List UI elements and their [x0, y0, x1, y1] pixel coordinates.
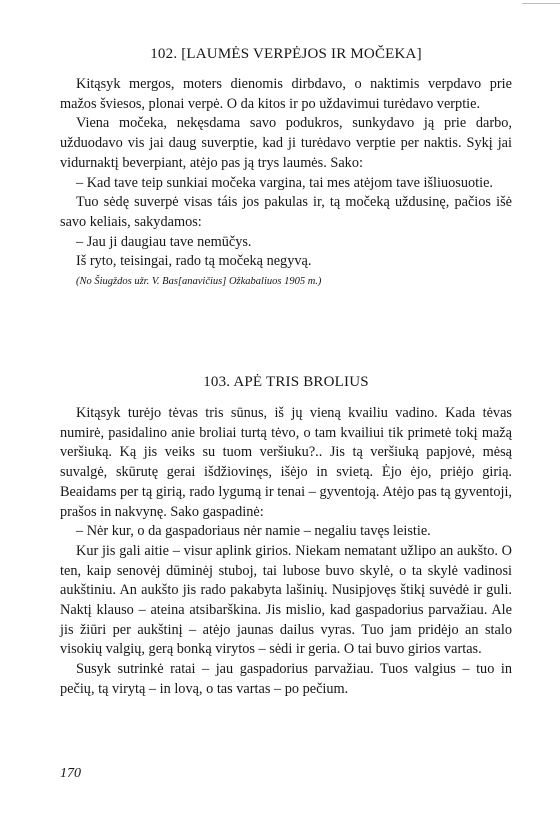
paragraph: Iš ryto, teisingai, rado tą močeką negyvą.	[76, 253, 312, 270]
paragraph: – Jau ji daugiau tave nemūčys.	[76, 233, 252, 250]
scan-corner-mark	[522, 0, 560, 4]
story-body	[60, 404, 512, 700]
paragraph: Kitąsyk mergos, moters dienomis dirbdavo, o naktimis verpdavo prie mažos šviesos, plonai verpė. O da kitos ir po uždavimui turėdavo verptie.	[60, 76, 512, 112]
paragraph: – Nėr kur, o da gaspadoriaus nėr namie – negaliu tavęs leistie.	[76, 523, 431, 540]
story-title: 103. APĖ TRIS BROLIUS	[203, 374, 369, 390]
story-title: 102. [LAUMĖS VERPĖJOS IR MOČEKA]	[150, 46, 422, 62]
source-note: (No Šiugždos užr. V. Bas[anavičius] Ožkabaliuos 1905 m.)	[76, 276, 322, 288]
story-body	[60, 75, 512, 292]
paragraph: Tuo sėdę suverpė visas táis jos pakulas ir, tą močeką uždusinę, pačios išė savo keliais, sakydamos:	[60, 194, 512, 230]
paragraph: Viena močeka, nekęsdama savo podukros, sunkydavo ją prie darbo, užduodavo vis jai daug suverptie, kad ji turėdavo verptie per naktis. Sykį jai vidurnaktį beverpiant, atėjo pas ją trys laumės. Sako:	[60, 115, 512, 171]
page-number: 170	[60, 766, 81, 781]
paragraph: – Kad tave teip sunkiai močeka vargina, tai mes atėjom tave išliuosuotie.	[76, 174, 494, 191]
paragraph: Kur jis gali aitie – visur aplink girios. Niekam nematant užlipo an aukšto. O ten, kaip senovėj dūminėj stuboj, tai lubose buvo skylė, o ta skylė vadinosi aukštiniu. An aukšto jis rado pakabyta lašinių. Nusipjovęs štikį suvėdė ir guli. Naktį klauso – ateina atsibarškina. Jis mislio, kad gaspadorius parvažiau. Ale jis žiūri per aukštinį – atėjo jaunas dailus vyras. Tuo jam pridėjo an stalo visokių valgių, gerą bonką virytos – sėdi ir geria. O tai buvo girios vartas.	[60, 542, 512, 658]
paragraph: Kitąsyk turėjo tėvas tris sūnus, iš jų vieną kvailiu vadino. Kada tėvas numirė, pasidalino anie broliai turtą tėvo, o tam kvailiui tik primetė tokį mažą veršiuką. Ką jis veiks su tuom veršiuku?.. Jis tą veršiuką papjovė, mėsą suvalgė, skūrutę gerai išdžiovinęs, išėjo in svietą. Ėjo ėjo, priėjo girią. Beaidams per tą girią, rado lygumą ir tenai – gyventoją. Atėjo pas tą gyventoji, prašos in nakvynę. Sako gaspadinė:	[60, 405, 512, 520]
paragraph: Susyk sutrinkė ratai – jau gaspadorius parvažiau. Tuos valgius – tuo in pečių, tą virytą – in lovą, o tas vartas – po pečium.	[60, 661, 512, 697]
